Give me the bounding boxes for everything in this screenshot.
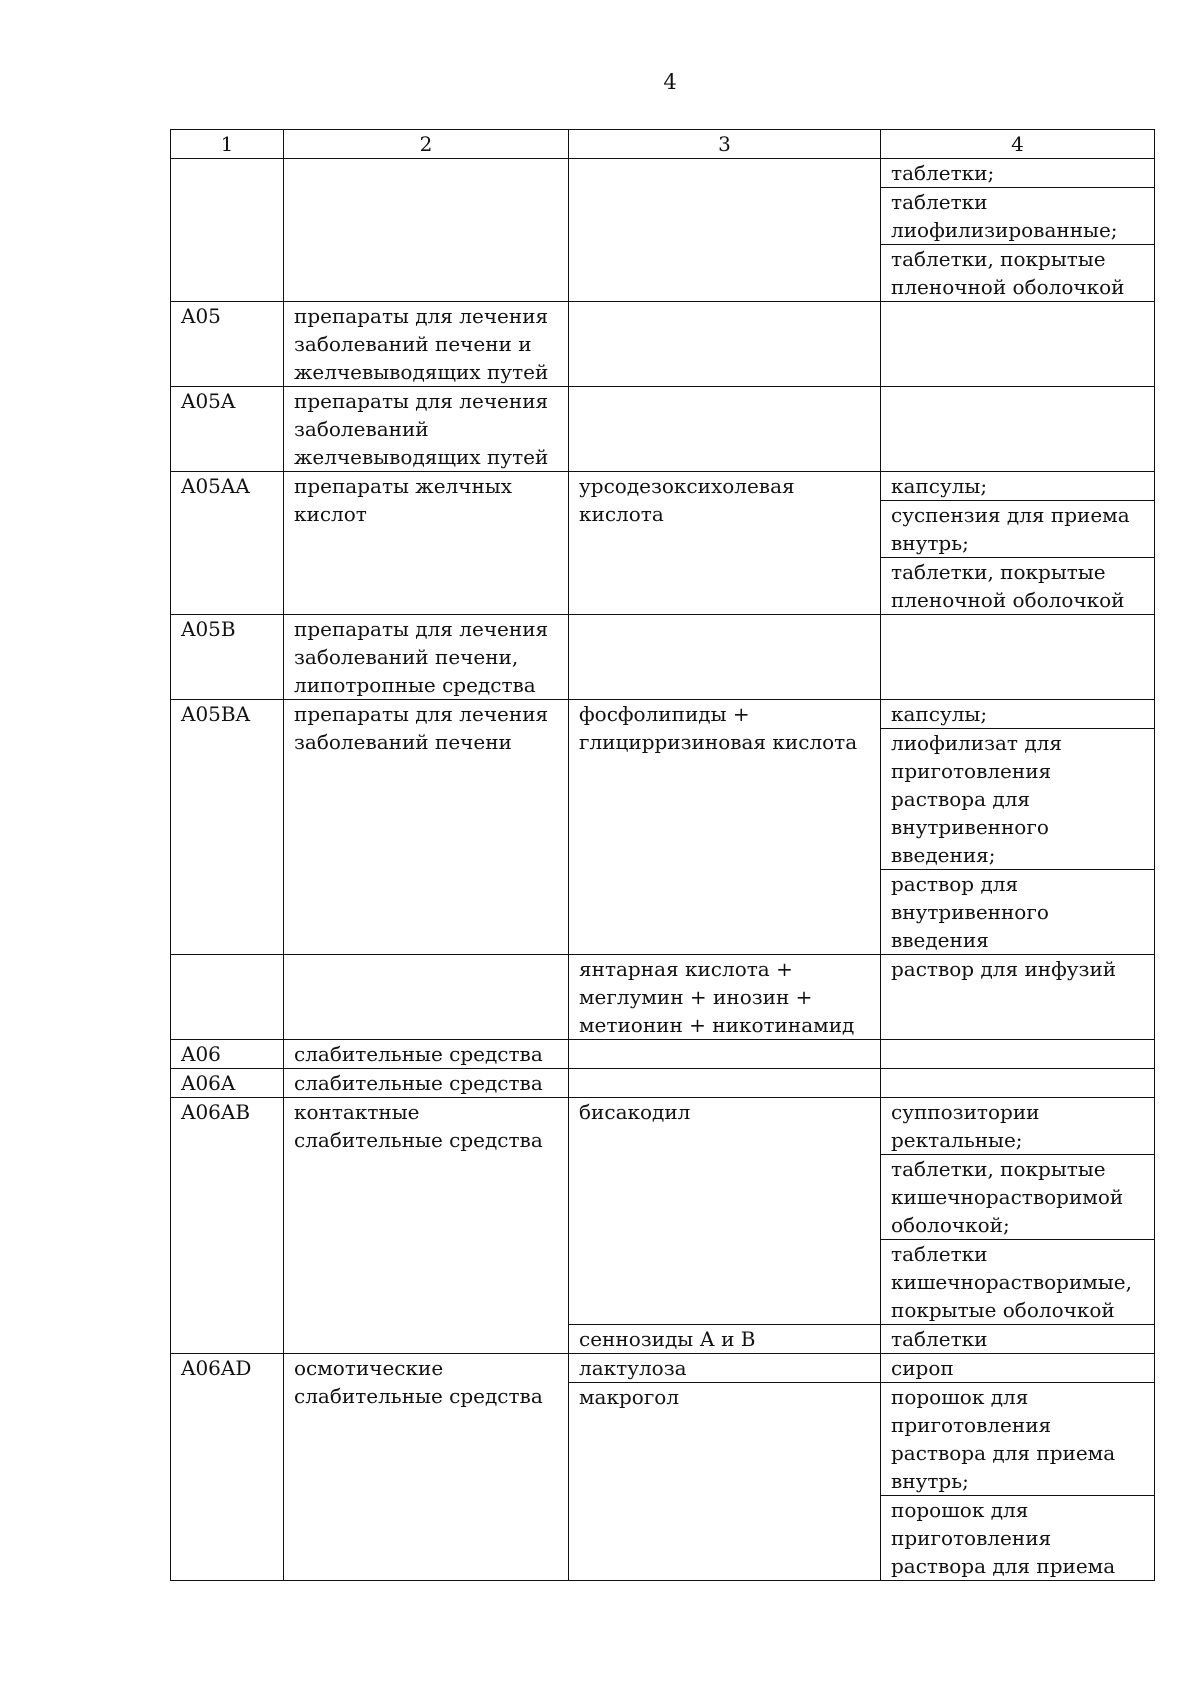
dosage-forms-cell: [881, 1069, 1155, 1098]
substance-cell: [569, 387, 881, 472]
substance-cell: макрогол: [569, 1383, 881, 1581]
drug-list-table: [170, 129, 1155, 1581]
pharmacological-group-cell: слабительные средства: [284, 1069, 569, 1098]
dosage-forms-cell: [881, 1098, 1155, 1325]
dosage-forms-cell: [881, 159, 1155, 302]
pharmacological-group-cell: препараты для лечения заболеваний желчевыводящих путей: [284, 387, 569, 472]
atc-code-cell: A06AB: [171, 1098, 284, 1354]
pharmacological-group-cell: [284, 955, 569, 1040]
dosage-form-item: раствор для инфузий: [891, 957, 1117, 981]
dosage-form-item: порошок для приготовления раствора для приема внутрь;: [881, 1383, 1154, 1496]
header-cell-1: 1: [171, 130, 284, 159]
substance-cell: бисакодил: [569, 1098, 881, 1325]
substance-cell: урсодезоксихолевая кислота: [569, 472, 881, 615]
table-row: [171, 302, 1155, 387]
table-row: [171, 159, 1155, 302]
table-row: [171, 472, 1155, 615]
header-cell-4: 4: [881, 130, 1155, 159]
pharmacological-group-cell: препараты для лечения заболеваний печени, липотропные средства: [284, 615, 569, 700]
table-row: [171, 1354, 1155, 1383]
pharmacological-group-cell: контактные слабительные средства: [284, 1098, 569, 1354]
dosage-forms-cell: [881, 1354, 1155, 1383]
dosage-form-item: суппозитории ректальные;: [881, 1098, 1154, 1155]
table-row: [171, 700, 1155, 955]
dosage-form-item: капсулы;: [881, 472, 1154, 501]
dosage-form-item: таблетки, покрытые пленочной оболочкой: [891, 247, 1125, 299]
table-row: [171, 955, 1155, 1040]
dosage-form-item: таблетки лиофилизированные;: [881, 188, 1154, 245]
dosage-forms-cell: [881, 1040, 1155, 1069]
pharmacological-group-cell: [284, 159, 569, 302]
header-cell-2: 2: [284, 130, 569, 159]
substance-cell: сеннозиды А и В: [569, 1325, 881, 1354]
atc-code-cell: A06A: [171, 1069, 284, 1098]
dosage-form-item: сироп: [891, 1356, 954, 1380]
dosage-form-item: таблетки, покрытые кишечнорастворимой оболочкой;: [881, 1155, 1154, 1240]
atc-code-cell: A05A: [171, 387, 284, 472]
dosage-form-item: раствор для внутривенного введения: [891, 872, 1049, 952]
substance-cell: [569, 159, 881, 302]
dosage-forms-cell: [881, 1383, 1155, 1581]
atc-code-cell: A05: [171, 302, 284, 387]
atc-code-cell: A05AA: [171, 472, 284, 615]
dosage-form-item: таблетки кишечнорастворимые, покрытые оболочкой: [891, 1242, 1132, 1322]
dosage-forms-cell: [881, 302, 1155, 387]
page-number: 4: [663, 70, 677, 94]
table-row: [171, 387, 1155, 472]
dosage-form-item: таблетки: [891, 1327, 988, 1351]
header-cell-3: 3: [569, 130, 881, 159]
substance-cell: янтарная кислота + меглумин + инозин + метионин + никотинамид: [569, 955, 881, 1040]
atc-code-cell: A06: [171, 1040, 284, 1069]
dosage-form-item: капсулы;: [881, 700, 1154, 729]
substance-cell: фосфолипиды + глицирризиновая кислота: [569, 700, 881, 955]
dosage-forms-cell: [881, 955, 1155, 1040]
dosage-form-item: таблетки;: [881, 159, 1154, 188]
table-row: [171, 1040, 1155, 1069]
substance-cell: лактулоза: [569, 1354, 881, 1383]
dosage-form-item: лиофилизат для приготовления раствора для внутривенного введения;: [881, 729, 1154, 870]
atc-code-cell: [171, 955, 284, 1040]
atc-code-cell: A05B: [171, 615, 284, 700]
pharmacological-group-cell: осмотические слабительные средства: [284, 1354, 569, 1581]
substance-cell: [569, 615, 881, 700]
dosage-forms-cell: [881, 700, 1155, 955]
substance-cell: [569, 302, 881, 387]
dosage-forms-cell: [881, 387, 1155, 472]
dosage-forms-cell: [881, 615, 1155, 700]
table-body: [171, 130, 1155, 1581]
dosage-form-item: суспензия для приема внутрь;: [881, 501, 1154, 558]
pharmacological-group-cell: слабительные средства: [284, 1040, 569, 1069]
dosage-form-item: таблетки, покрытые пленочной оболочкой: [891, 560, 1125, 612]
dosage-forms-cell: [881, 472, 1155, 615]
atc-code-cell: A05BA: [171, 700, 284, 955]
substance-cell: [569, 1040, 881, 1069]
table-row: [171, 1098, 1155, 1325]
table-header-row: [171, 130, 1155, 159]
substance-cell: [569, 1069, 881, 1098]
table-row: [171, 615, 1155, 700]
pharmacological-group-cell: препараты для лечения заболеваний печени и желчевыводящих путей: [284, 302, 569, 387]
table-row: [171, 1069, 1155, 1098]
atc-code-cell: [171, 159, 284, 302]
dosage-form-item: порошок для приготовления раствора для приема: [891, 1498, 1116, 1578]
pharmacological-group-cell: препараты желчных кислот: [284, 472, 569, 615]
pharmacological-group-cell: препараты для лечения заболеваний печени: [284, 700, 569, 955]
atc-code-cell: A06AD: [171, 1354, 284, 1581]
dosage-forms-cell: [881, 1325, 1155, 1354]
